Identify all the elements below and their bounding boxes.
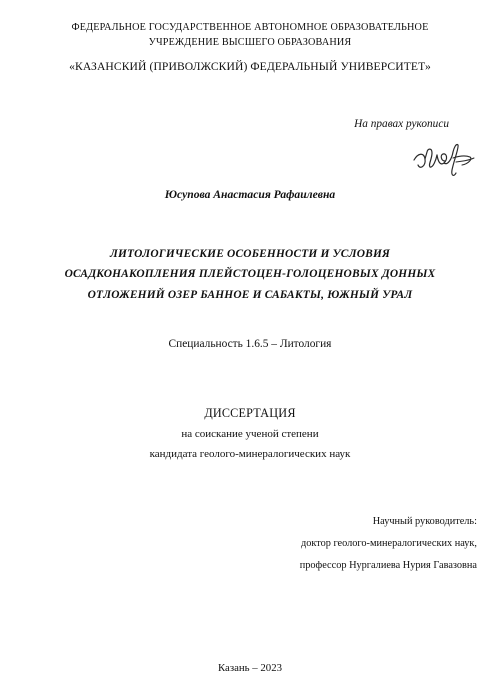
thesis-title-line-2: ОСАДКОНАКОПЛЕНИЯ ПЛЕЙСТОЦЕН-ГОЛОЦЕНОВЫХ ДОННЫХ <box>64 268 436 280</box>
handwritten-signature <box>410 140 478 180</box>
organization-line-2: УЧРЕЖДЕНИЕ ВЫСШЕГО ОБРАЗОВАНИЯ <box>148 37 352 48</box>
degree-name-line: кандидата геолого-минералогических наук <box>149 448 351 460</box>
university-name: «КАЗАНСКИЙ (ПРИВОЛЖСКИЙ) ФЕДЕРАЛЬНЫЙ УНИВЕРСИТЕТ» <box>69 60 431 73</box>
specialty: Специальность 1.6.5 – Литология <box>168 338 332 350</box>
supervisor-degree: доктор геолого-минералогических наук, <box>300 538 477 549</box>
dissertation-heading: ДИССЕРТАЦИЯ <box>204 406 296 420</box>
manuscript-rights-note: На правах рукописи <box>354 118 449 130</box>
city-year: Казань – 2023 <box>217 662 282 674</box>
supervisor-label: Научный руководитель: <box>372 516 477 527</box>
degree-purpose-line: на соискание ученой степени <box>181 428 319 440</box>
thesis-title-line-1: ЛИТОЛОГИЧЕСКИЕ ОСОБЕННОСТИ И УСЛОВИЯ <box>109 248 391 260</box>
organization-line-1: ФЕДЕРАЛЬНОЕ ГОСУДАРСТВЕННОЕ АВТОНОМНОЕ ОБРАЗОВАТЕЛЬНОЕ <box>71 22 429 33</box>
supervisor-name: профессор Нургалиева Нурия Гавазовна <box>299 560 477 571</box>
author-name: Юсупова Анастасия Рафаилевна <box>164 188 336 201</box>
thesis-title-line-3: ОТЛОЖЕНИЙ ОЗЕР БАННОЕ И САБАКТЫ, ЮЖНЫЙ УРАЛ <box>87 289 413 301</box>
